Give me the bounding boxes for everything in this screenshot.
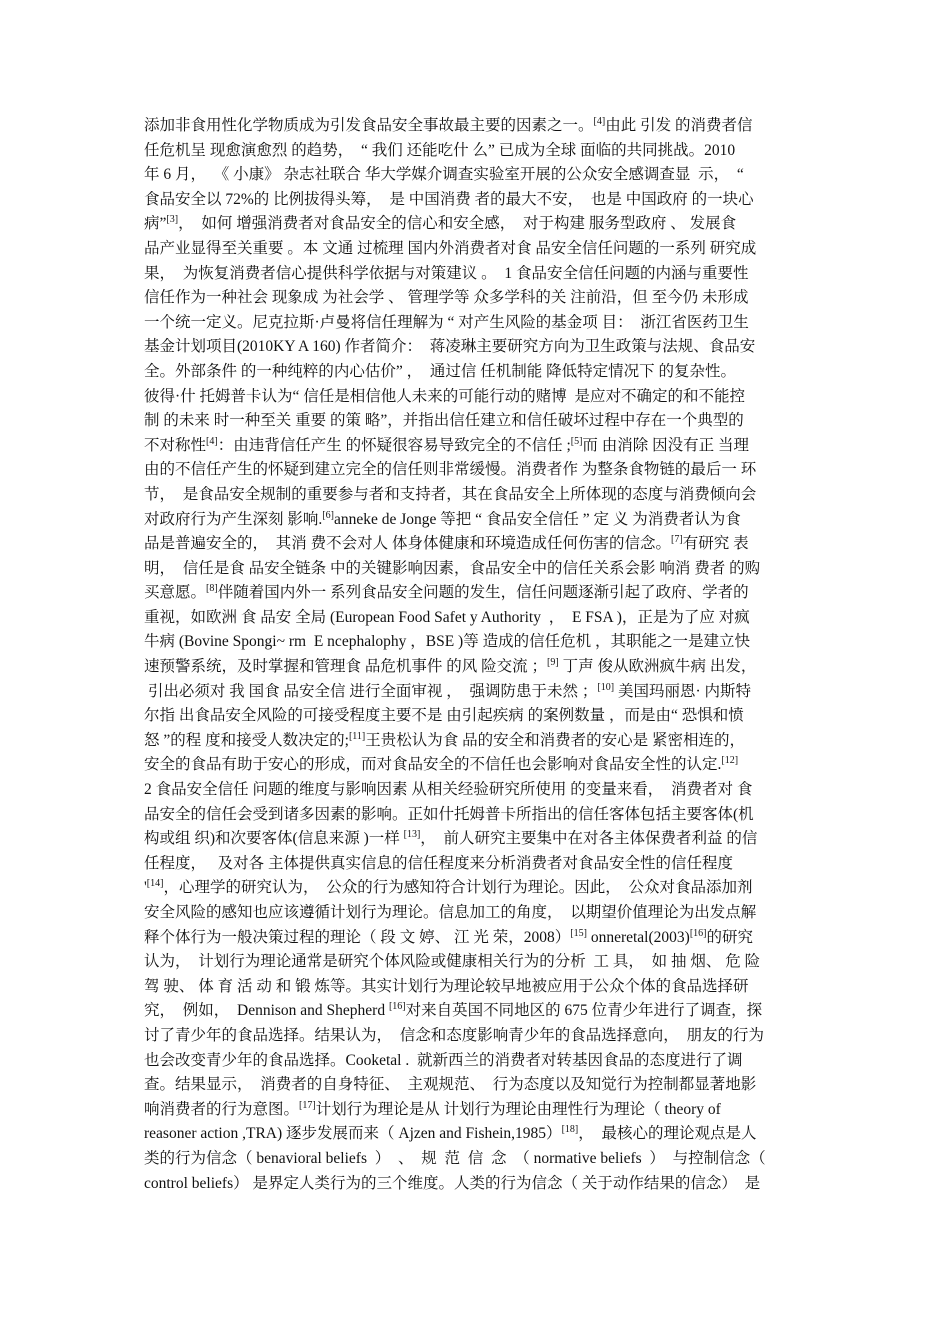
text-segment: 一个统一定义。尼克拉斯·卢曼将信任理解为 “ 对产生风险的基金项 目： 浙江省医药卫生 — [144, 313, 749, 331]
text-line — [144, 163, 812, 188]
citation-marker: [12] — [721, 755, 739, 767]
text-segment: 究， 例如， Dennison and Shepherd — [144, 1002, 389, 1020]
text-line — [144, 1049, 812, 1074]
text-line — [144, 434, 812, 459]
text-segment: 对政府行为产生深刻 影响. — [144, 510, 323, 528]
text-segment: anneke de Jonge 等把 “ 食品安全信任 ” 定 义 为消费者认为食 — [333, 510, 741, 528]
text-line — [144, 237, 812, 262]
text-segment: 制 的未来 时一种至关 重要 的策 略”，并指出信任建立和信任破坏过程中存在一个典型的 — [144, 412, 744, 430]
text-segment: 年 6 月， 《 小康》 杂志社联合 华大学媒介调查实验室开展的公众安全感调查显 示， “ — [144, 166, 744, 184]
text-line — [144, 876, 812, 901]
text-segment: 响消费者的行为意图。 — [144, 1100, 300, 1118]
text-segment: 品是普遍安全的， 其消 费不会对人 体身体健康和环境造成任何伤害的信念。 — [144, 535, 672, 553]
text-segment: 病” — [144, 215, 167, 233]
text-segment: ， 如何 增强消费者对食品安全的信心和安全感， 对于构建 服务型政府 、 发展食 — [178, 215, 737, 233]
text-line — [144, 262, 812, 287]
text-segment: 怒 ”的程 度和接受人数决定的; — [144, 731, 349, 749]
citation-marker: [16] — [689, 927, 707, 939]
text-line — [144, 901, 812, 926]
text-segment: onneretal(2003) — [586, 928, 690, 946]
text-line — [144, 409, 812, 434]
text-segment: 品安全的信任会受到诸多因素的影响。正如什托姆普卡所指出的信任客体包括主要客体(机 — [144, 805, 754, 823]
text-segment: 重视，如欧洲 食 品安 全局 (European Food Safet y Authority ， E FSA )，正是为了应 对疯 — [144, 608, 750, 626]
text-segment: 信任作为一种社会 现象成 为社会学 、 管理学等 众多学科的关 注前沿，但 至今仍 未形成 — [144, 289, 749, 307]
text-line — [144, 655, 812, 680]
text-segment: 构或组 织)和次要客体(信息来源 )一样 — [144, 830, 404, 848]
text-line — [144, 581, 812, 606]
text-segment: 全。外部条件 的一种纯粹的内心估价” ， 通过信 任机制能 降低特定情况下 的复杂性。 — [144, 362, 737, 380]
text-line — [144, 212, 812, 237]
text-line — [144, 360, 812, 385]
text-line — [144, 606, 812, 631]
citation-marker: [11] — [348, 730, 366, 742]
text-segment: 由此 引发 的消费者信 — [605, 117, 753, 134]
citation-marker: [4] — [206, 435, 218, 447]
citation-marker: [13] — [403, 829, 421, 841]
citation-marker: [16] — [388, 1001, 406, 1013]
text-segment: 的研究 — [706, 928, 753, 946]
citation-marker: [15] — [570, 927, 587, 939]
text-line — [144, 1147, 812, 1172]
text-segment: 节， 是食品安全规制的重要参与者和支持者，其在食品安全上所体现的态度与消费倾向会 — [144, 485, 757, 503]
text-line — [144, 630, 812, 655]
citation-marker: [17] — [299, 1099, 316, 1111]
text-segment: ' — [144, 879, 147, 897]
text-segment: 速预警系统，及时掌握和管理食 品危机事件 的风 险交流 ； — [144, 658, 548, 676]
text-segment: ， 最核心的理论观点是人 — [578, 1125, 757, 1143]
citation-marker: [5] — [570, 435, 583, 447]
text-segment: 也会改变青少年的食品选择。Cooketal . 就新西兰的消费者对转基因食品的态度进行了调 — [144, 1051, 743, 1069]
text-line — [144, 311, 812, 336]
text-segment: 有研究 表 — [682, 535, 749, 553]
text-segment: 驾 驶、 体 育 活 动 和 锻 炼等。其实计划行为理论较早地被应用于公众个体的食品选择研 — [144, 977, 749, 995]
text-line — [144, 483, 812, 508]
text-segment: 安全风险的感知也应该遵循计划行为理论。信息加工的角度， 以期望价值理论为出发点解 — [144, 904, 757, 921]
text-segment: control beliefs） 是界定人类行为的三个维度。人类的行为信念（ 关于动作结果的信念） 是 — [144, 1174, 761, 1192]
text-line — [144, 827, 812, 852]
text-line — [144, 458, 812, 483]
text-line — [144, 1172, 812, 1197]
text-segment: ：由违背信任产生 的怀疑很容易导致完全的不信任 ; — [217, 436, 571, 454]
text-segment: 2 食品安全信任 问题的维度与影响因素 从相关经验研究所使用 的变量来看， 消费者对 食 — [144, 781, 753, 799]
citation-marker: [3] — [166, 214, 179, 226]
text-segment: 而 由消除 因没有正 当理 — [582, 436, 750, 454]
text-line — [144, 999, 812, 1024]
text-segment: 对来自英国不同地区的 675 位青少年进行了调查，探 — [405, 1002, 763, 1020]
text-segment: 任程度， 及对各 主体提供真实信息的信任程度来分析消费者对食品安全性的信任程度 — [144, 854, 734, 872]
citation-marker: [9] — [547, 657, 559, 669]
text-segment: 牛病 (Bovine Spongi~ rm E ncephalophy ，BSE )等 造成的信任危机 ，其职能之一是建立快 — [144, 633, 750, 651]
text-line — [144, 753, 812, 778]
text-segment: 任危机呈 现愈演愈烈 的趋势， “ 我们 还能吃什 么” 已成为全球 面临的共同挑战。2010 — [144, 141, 736, 159]
text-segment: 安全的食品有助于安心的形成，而对食品安全的不信任也会影响对食品安全性的认定. — [144, 756, 722, 774]
text-segment: 释个体行为一般决策过程的理论（ 段 文 婷、 江 光 荣，2008） — [144, 928, 571, 946]
text-line — [144, 729, 812, 754]
citation-marker: [14] — [146, 878, 164, 890]
citation-marker: [10] — [597, 681, 615, 693]
text-line — [144, 335, 812, 360]
text-line — [144, 188, 812, 213]
text-line — [144, 1024, 812, 1049]
text-segment: 食品安全以 72%的 比例拔得头筹， 是 中国消费 者的最大不安， 也是 中国政府 的一块心 — [144, 190, 754, 208]
text-line — [144, 704, 812, 729]
text-line — [144, 286, 812, 311]
text-segment: 不对称性 — [144, 436, 207, 454]
citation-marker: [18] — [561, 1124, 579, 1136]
text-line — [144, 385, 812, 410]
text-line — [144, 139, 812, 164]
text-line — [144, 114, 812, 139]
text-line — [144, 926, 812, 951]
text-segment: 彼得·什 托姆普卡认为“ 信任是相信他人未来的可能行动的赌博 是应对不确定的和不能控 — [144, 387, 746, 405]
text-line — [144, 1098, 812, 1123]
citation-marker: [7] — [671, 534, 683, 546]
text-line — [144, 557, 812, 582]
text-segment: 丁声 俊从欧洲疯牛病 出发， — [558, 658, 757, 676]
text-segment: 尔指 出食品安全风险的可接受程度主要不是 由引起疾病 的案例数量 ，而是由“ 恐惧和愤 — [144, 707, 744, 725]
text-line — [144, 680, 812, 705]
text-line — [144, 1073, 812, 1098]
text-line — [144, 950, 812, 975]
text-segment: 伴随着国内外一 系列食品安全问题的发生，信任问题逐渐引起了政府、学者的 — [217, 584, 749, 602]
text-segment: 美国玛丽恩· 内斯特 — [614, 682, 751, 700]
text-line — [144, 778, 812, 803]
text-line — [144, 508, 812, 533]
text-segment: 查。结果显示， 消费者的自身特征、 主观规范、 行为态度以及知觉行为控制都显著地影 — [144, 1076, 757, 1094]
text-segment: 由的不信任产生的怀疑到建立完全的信任则非常缓慢。消费者作 为整条食物链的最后一 环 — [144, 461, 757, 479]
text-line — [144, 852, 812, 877]
text-segment: ，心理学的研究认为， 公众的行为感知符合计划行为理论。因此， 公众对食品添加剂 — [163, 879, 753, 897]
text-segment: ， 前人研究主要集中在对各主体保费者利益 的信 — [420, 830, 758, 848]
text-segment: 品产业显得至关重要 。本 文通 过梳理 国内外消费者对食 品安全信任问题的一系列 研究成 — [144, 239, 757, 257]
document-body-text — [144, 114, 812, 1196]
citation-marker: [6] — [322, 509, 334, 521]
text-segment: reasoner action ,TRA) 逐步发展而来（ Ajzen and Fishein,1985） — [144, 1125, 562, 1143]
citation-marker: [4] — [593, 116, 606, 127]
text-segment: 类的行为信念（ benavioral beliefs ） 、 规 范 信 念 （ normative beliefs ） 与控制信念（ — [144, 1149, 766, 1167]
text-segment: 明， 信任是食 品安全链条 中的关键影响因素，食品安全中的信任关系会影 响消 费者 的购 — [144, 559, 761, 577]
text-segment: 果， 为恢复消费者信心提供科学依据与对策建议 。 1 食品安全信任问题的内涵与重要性 — [144, 264, 749, 282]
text-line — [144, 975, 812, 1000]
text-segment: 基金计划项目(2010KY A 160) 作者简介： 蒋凌琳主要研究方向为卫生政策与法规、食品安 — [144, 338, 756, 356]
citation-marker: [8] — [206, 583, 218, 595]
text-segment: 王贵松认为食 品的安全和消费者的安心是 紧密相连的， — [365, 731, 745, 749]
text-segment: 买意愿。 — [144, 584, 207, 602]
text-segment: 讨了青少年的食品选择。结果认为， 信念和态度影响青少年的食品选择意向， 朋友的行为 — [144, 1026, 765, 1044]
text-segment: 计划行为理论是从 计划行为理论由理性行为理论（ theory of — [315, 1100, 721, 1118]
text-line — [144, 803, 812, 828]
text-line — [144, 1122, 812, 1147]
text-segment: 添加非食用性化学物质成为引发食品安全事故最主要的因素之一。 — [144, 117, 594, 134]
text-line — [144, 532, 812, 557]
text-segment: 引出必须对 我 国食 品安全信 进行全面审视 ， 强调防患于未然 ； — [144, 682, 598, 700]
text-segment: 认为， 计划行为理论通常是研究个体风险或健康相关行为的分析 工 具， 如 抽 烟、 危 险 — [144, 953, 761, 971]
